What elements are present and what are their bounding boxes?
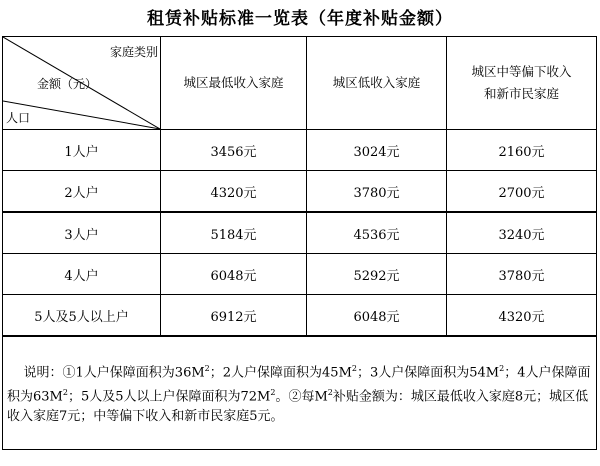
note-text: ；3人户保障面积为54M — [356, 365, 500, 380]
row-label: 2人户 — [3, 171, 161, 213]
corner-label-family-type: 家庭类别 — [109, 45, 158, 59]
row-label: 4人户 — [3, 254, 161, 295]
superscript: 2 — [327, 388, 333, 397]
superscript: 2 — [499, 363, 505, 373]
cell-low-income: 4536元 — [307, 212, 447, 254]
note-text: 。②每M — [275, 389, 328, 405]
col-header-lowest-income: 城区最低收入家庭 — [161, 37, 307, 130]
row-label: 3人户 — [3, 212, 161, 254]
cell-middle-lower-income: 4320元 — [447, 295, 597, 337]
col-header-low-income: 城区低收入家庭 — [307, 37, 447, 130]
cell-low-income: 6048元 — [307, 295, 447, 337]
row-label: 5人及5人以上户 — [3, 295, 161, 337]
table-row — [3, 130, 597, 171]
table-row — [3, 171, 597, 213]
note-row — [3, 336, 597, 450]
table-row — [3, 295, 597, 337]
header-row — [3, 37, 597, 130]
note-text: ；2人户保障面积为45M — [209, 365, 352, 380]
table-row — [3, 254, 597, 295]
corner-label-amount: 金额（元） — [37, 77, 98, 91]
cell-lowest-income: 6912元 — [161, 295, 307, 337]
cell-middle-lower-income: 3780元 — [447, 254, 597, 295]
corner-header-cell — [3, 37, 161, 130]
note-text: ；5人及5人以上户保障面积为72M — [67, 389, 271, 405]
note-text: ；4人户保障面积为63M — [7, 365, 591, 405]
superscript: 2 — [270, 388, 276, 397]
col3-line2: 和新市民家庭 — [483, 86, 559, 101]
cell-middle-lower-income: 3240元 — [447, 212, 597, 254]
cell-lowest-income: 4320元 — [161, 171, 307, 213]
table-row — [3, 212, 597, 254]
cell-lowest-income: 6048元 — [161, 254, 307, 295]
col-header-middle-lower-income — [447, 37, 597, 130]
note-text: 补贴金额为：城区最低收入家庭8元；城区低收入家庭7元；中等偏下收入和新市民家庭5元。 — [7, 389, 589, 425]
subsidy-table — [2, 36, 597, 450]
table-title: 租赁补贴标准一览表（年度补贴金额） — [147, 9, 453, 29]
col3-line1: 城区中等偏下收入 — [471, 64, 572, 79]
superscript: 2 — [351, 363, 357, 373]
superscript: 2 — [204, 363, 210, 373]
cell-low-income: 3024元 — [307, 130, 447, 171]
superscript: 2 — [62, 388, 68, 397]
cell-low-income: 5292元 — [307, 254, 447, 295]
cell-middle-lower-income: 2700元 — [447, 171, 597, 213]
row-label: 1人户 — [3, 130, 161, 171]
note-text: 说明：①1人户保障面积为36M — [23, 365, 205, 380]
cell-lowest-income: 3456元 — [161, 130, 307, 171]
cell-low-income: 3780元 — [307, 171, 447, 213]
cell-middle-lower-income: 2160元 — [447, 130, 597, 171]
corner-label-population: 人口 — [6, 111, 31, 125]
explanation-note — [3, 336, 597, 450]
cell-lowest-income: 5184元 — [161, 212, 307, 254]
